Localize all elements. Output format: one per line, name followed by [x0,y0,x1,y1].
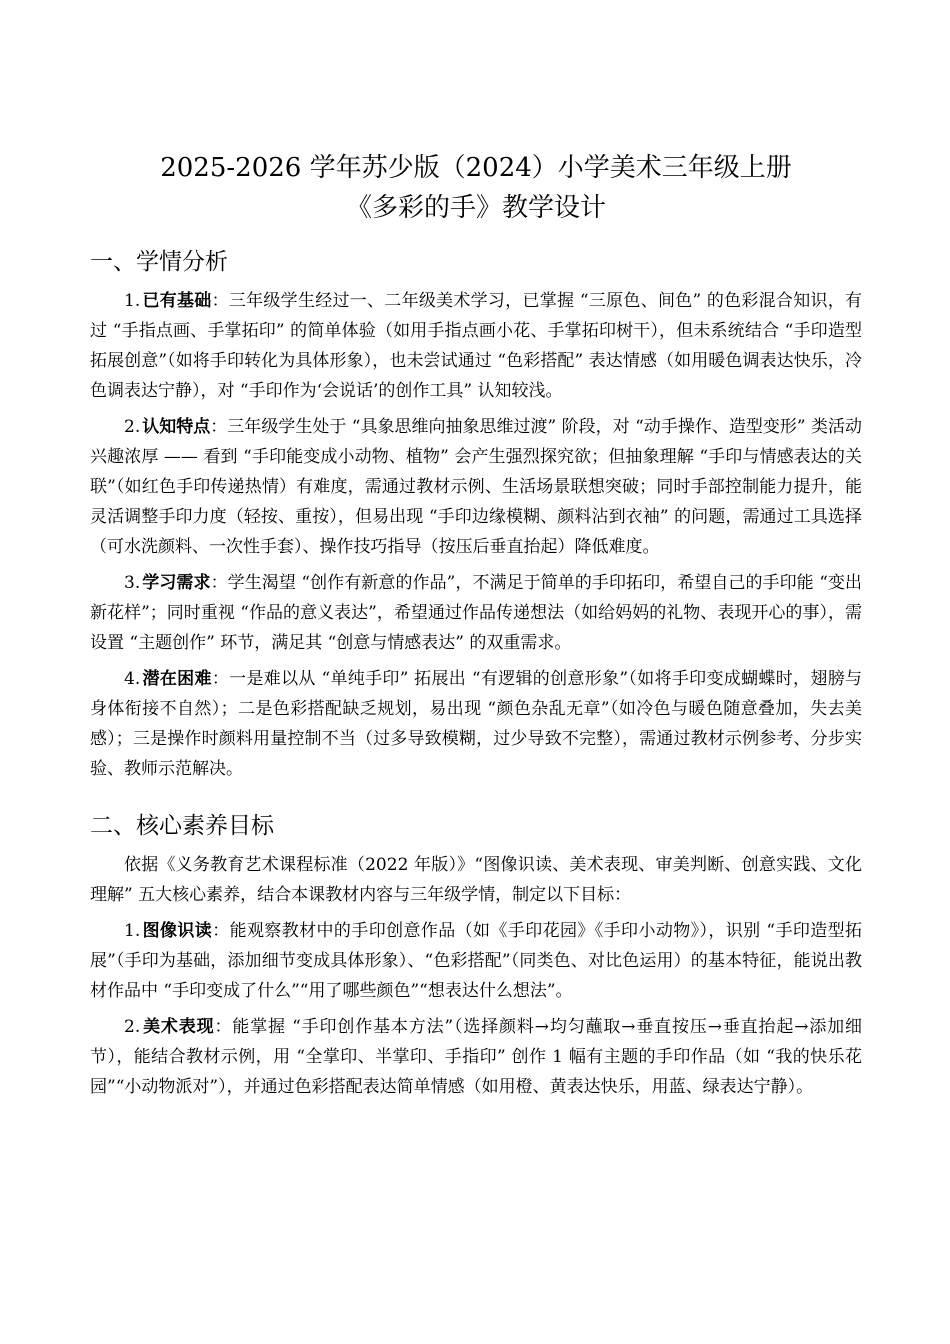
item-text: 能观察教材中的手印创意作品（如《手印花园》《手印小动物》），识别 “手印造型拓展”（手印为基础，添加细节变成具体形象）、“色彩搭配”（同类色、对比色运用）的基本特征，能说出教材作品中 “手印变成了什么”“用了哪些颜色”“想表达什么想法”。 [90,921,863,1001]
item-label: 美术表现 [142,1017,215,1037]
item-separator: ： [211,291,229,311]
item-number: 1. [124,921,141,941]
item-text: 三年级学生处于 “具象思维向抽象思维过渡” 阶段，对 “动手操作、造型变形” 类活动兴趣浓厚 —— 看到 “手印能变成小动物、植物” 会产生强烈探究欲；但抽象理解 “手印与情感表达的关联”（如红色手印传递热情）有难度，需通过教材示例、生活场景联想突破；同时手部控制能力提升，能灵活调整手印力度（轻按、重按），但易出现 “手印边缘模糊、颜料沾到衣袖” 的问题，需通过工具选择（可水洗颜料、一次性手套）、操作技巧指导（按压后垂直抬起）降低难度。 [90,417,862,557]
paragraph-art-expression [90,1012,862,1102]
item-label: 潜在困难 [142,669,212,689]
item-number: 3. [124,573,141,593]
item-separator: ： [214,1017,233,1037]
item-number: 1. [124,291,141,311]
paragraph-learning-needs [90,568,862,658]
item-number: 2. [124,1017,141,1037]
item-separator: ： [212,921,230,941]
paragraph-potential-difficulties [90,664,862,784]
document-page [90,148,862,1108]
item-number: 2. [124,417,141,437]
title-line-2: 《多彩的手》教学设计 [345,193,606,223]
section-heading: 一、学情分析 [90,249,228,275]
item-label: 学习需求 [142,573,211,593]
section-heading: 二、核心素养目标 [90,813,274,839]
section-learning-analysis [90,246,862,784]
item-separator: ： [211,669,230,689]
item-label: 图像识读 [142,921,213,941]
item-label: 认知特点 [142,417,211,437]
paragraph-cognitive-traits [90,412,862,562]
document-title [90,148,862,228]
paragraph-image-reading [90,916,862,1006]
paragraph-intro: 依据《义务教育艺术课程标准（2022 年版）》“图像识读、美术表现、审美判断、创意实践、文化理解” 五大核心素养，结合本课教材内容与三年级学情，制定以下目标： [90,855,862,905]
section-core-literacy-goals [90,810,862,1102]
item-label: 已有基础 [142,291,212,311]
paragraph-existing-foundation [90,286,862,406]
item-text: 一是难以从 “单纯手印” 拓展出 “有逻辑的创意形象”（如将手印变成蝴蝶时，翅膀与身体衔接不自然）；二是色彩搭配缺乏规划，易出现 “颜色杂乱无章”（如冷色与暖色随意叠加，失去美感）；三是操作时颜料用量控制不当（过多导致模糊，过少导致不完整），需通过教材示例参考、分步实验、教师示范解决。 [90,669,863,779]
item-text: 三年级学生经过一、二年级美术学习，已掌握 “三原色、间色” 的色彩混合知识，有过 “手指点画、手掌拓印” 的简单体验（如用手指点画小花、手掌拓印树干），但未系统结合 “手印造型拓展创意”（如将手印转化为具体形象），也未尝试通过 “色彩搭配” 表达情感（如用暖色调表达快乐，冷色调表达宁静），对 “手印作为‘会说话’的创作工具” 认知较浅。 [90,291,863,401]
item-text: 能掌握 “手印创作基本方法”（选择颜料→均匀蘸取→垂直按压→垂直抬起→添加细节），能结合教材示例，用 “全掌印、半掌印、手指印” 创作 1 幅有主题的手印作品（如 “我的快乐花园”“小动物派对”），并通过色彩搭配表达简单情感（如用橙、黄表达快乐，用蓝、绿表达宁静）。 [90,1017,863,1097]
item-text: 学生渴望 “创作有新意的作品”，不满足于简单的手印拓印，希望自己的手印能 “变出新花样”；同时重视 “作品的意义表达”，希望通过作品传递想法（如给妈妈的礼物、表现开心的事），需设置 “主题创作” 环节，满足其 “创意与情感表达” 的双重需求。 [90,573,863,653]
item-separator: ： [210,573,228,593]
item-number: 4. [124,669,141,689]
title-line-1: 2025-2026 学年苏少版（2024）小学美术三年级上册 [160,153,792,183]
item-separator: ： [210,417,228,437]
